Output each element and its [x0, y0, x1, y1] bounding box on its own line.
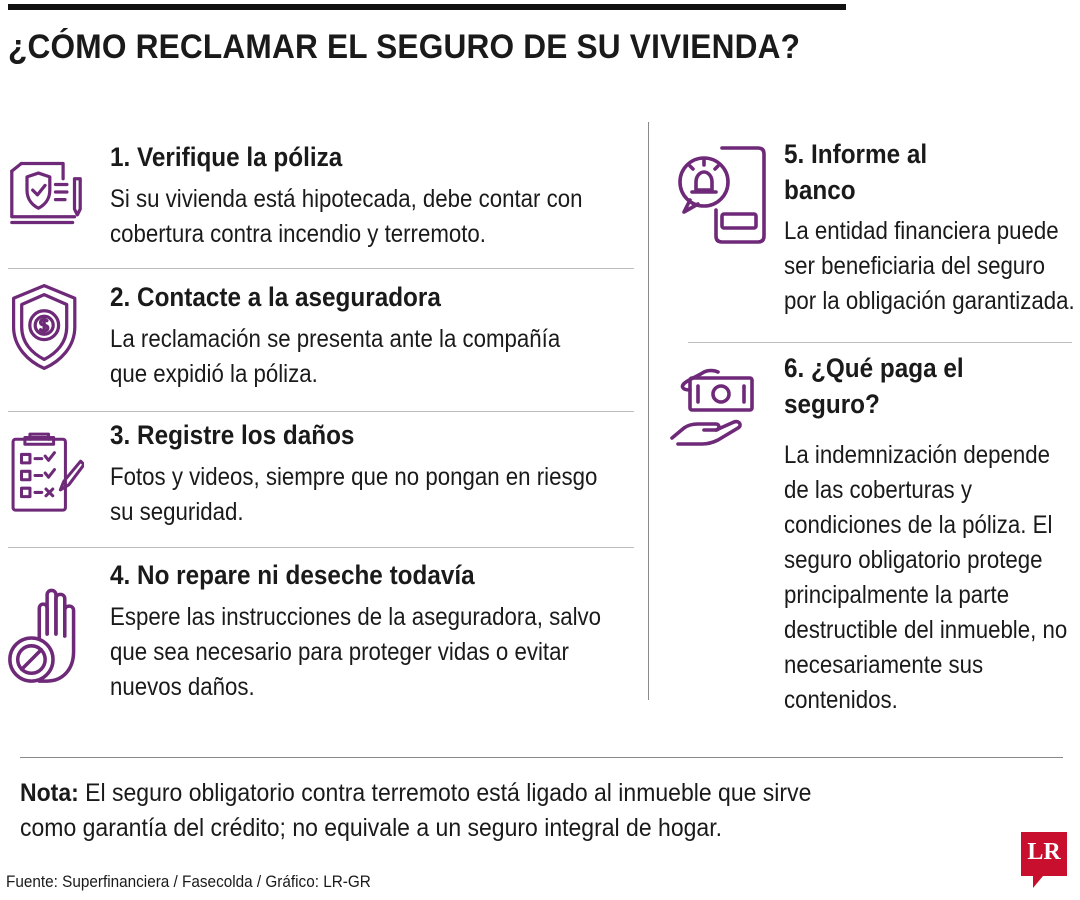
- step-3: [110, 416, 658, 530]
- step-text: Espere las instrucciones de la aseguradora, salvo que sea necesario para proteger vidas o evitar nuevos daños.: [110, 603, 602, 701]
- step-text: La entidad financiera puede ser beneficiaria del seguro por la obligación garantizada.: [784, 217, 1075, 315]
- divider: [8, 268, 634, 269]
- stop-hand-icon: [4, 584, 102, 688]
- step-text: La indemnización depende de las coberturas y condiciones de la póliza. El seguro obligatorio protege principalmente la parte destructible del inmueble, no necesariamente sus contenidos.: [784, 441, 1068, 714]
- step-2: [110, 278, 616, 392]
- mobile-alert-icon: [676, 142, 770, 246]
- step-title: 2. Contacte a la aseguradora: [110, 282, 441, 312]
- step-4: [110, 556, 662, 705]
- step-title: 3. Registre los daños: [110, 420, 355, 450]
- lr-logo: [1021, 832, 1067, 888]
- clipboard-checklist-icon: [8, 428, 84, 518]
- step-text: La reclamación se presenta ante la compañía que expidió la póliza.: [110, 325, 561, 388]
- note: [20, 776, 848, 846]
- column-divider: [648, 122, 649, 700]
- divider: [688, 342, 1072, 343]
- step-1: [110, 138, 641, 252]
- policy-document-icon: [8, 148, 84, 238]
- step-6: [784, 350, 1080, 718]
- step-text: Si su vivienda está hipotecada, debe contar con cobertura contra incendio y terremoto.: [110, 185, 583, 248]
- note-label: Nota:: [20, 779, 79, 807]
- shield-dollar-icon: [8, 282, 84, 372]
- divider: [8, 411, 634, 412]
- note-divider: [20, 757, 1063, 758]
- step-text: Fotos y videos, siempre que no pongan en riesgo su seguridad.: [110, 463, 598, 526]
- page-title: ¿CÓMO RECLAMAR EL SEGURO DE SU VIVIENDA?: [8, 28, 801, 66]
- step-title: 4. No repare ni deseche todavía: [110, 560, 475, 590]
- step-title: 6. ¿Qué paga el seguro?: [784, 353, 964, 419]
- step-title: 5. Informe al banco: [784, 139, 928, 205]
- top-rule: [8, 4, 846, 10]
- step-5: [784, 136, 1080, 319]
- divider: [8, 547, 634, 548]
- source-credit: Fuente: Superfinanciera / Fasecolda / Gráfico: LR-GR: [6, 872, 371, 891]
- note-text: El seguro obligatorio contra terremoto está ligado al inmueble que sirve como garantía del crédito; no equivale a un seguro integral de hogar.: [20, 779, 812, 842]
- logo-text: LR: [1027, 839, 1061, 865]
- hand-money-icon: [668, 360, 758, 450]
- step-title: 1. Verifique la póliza: [110, 142, 343, 172]
